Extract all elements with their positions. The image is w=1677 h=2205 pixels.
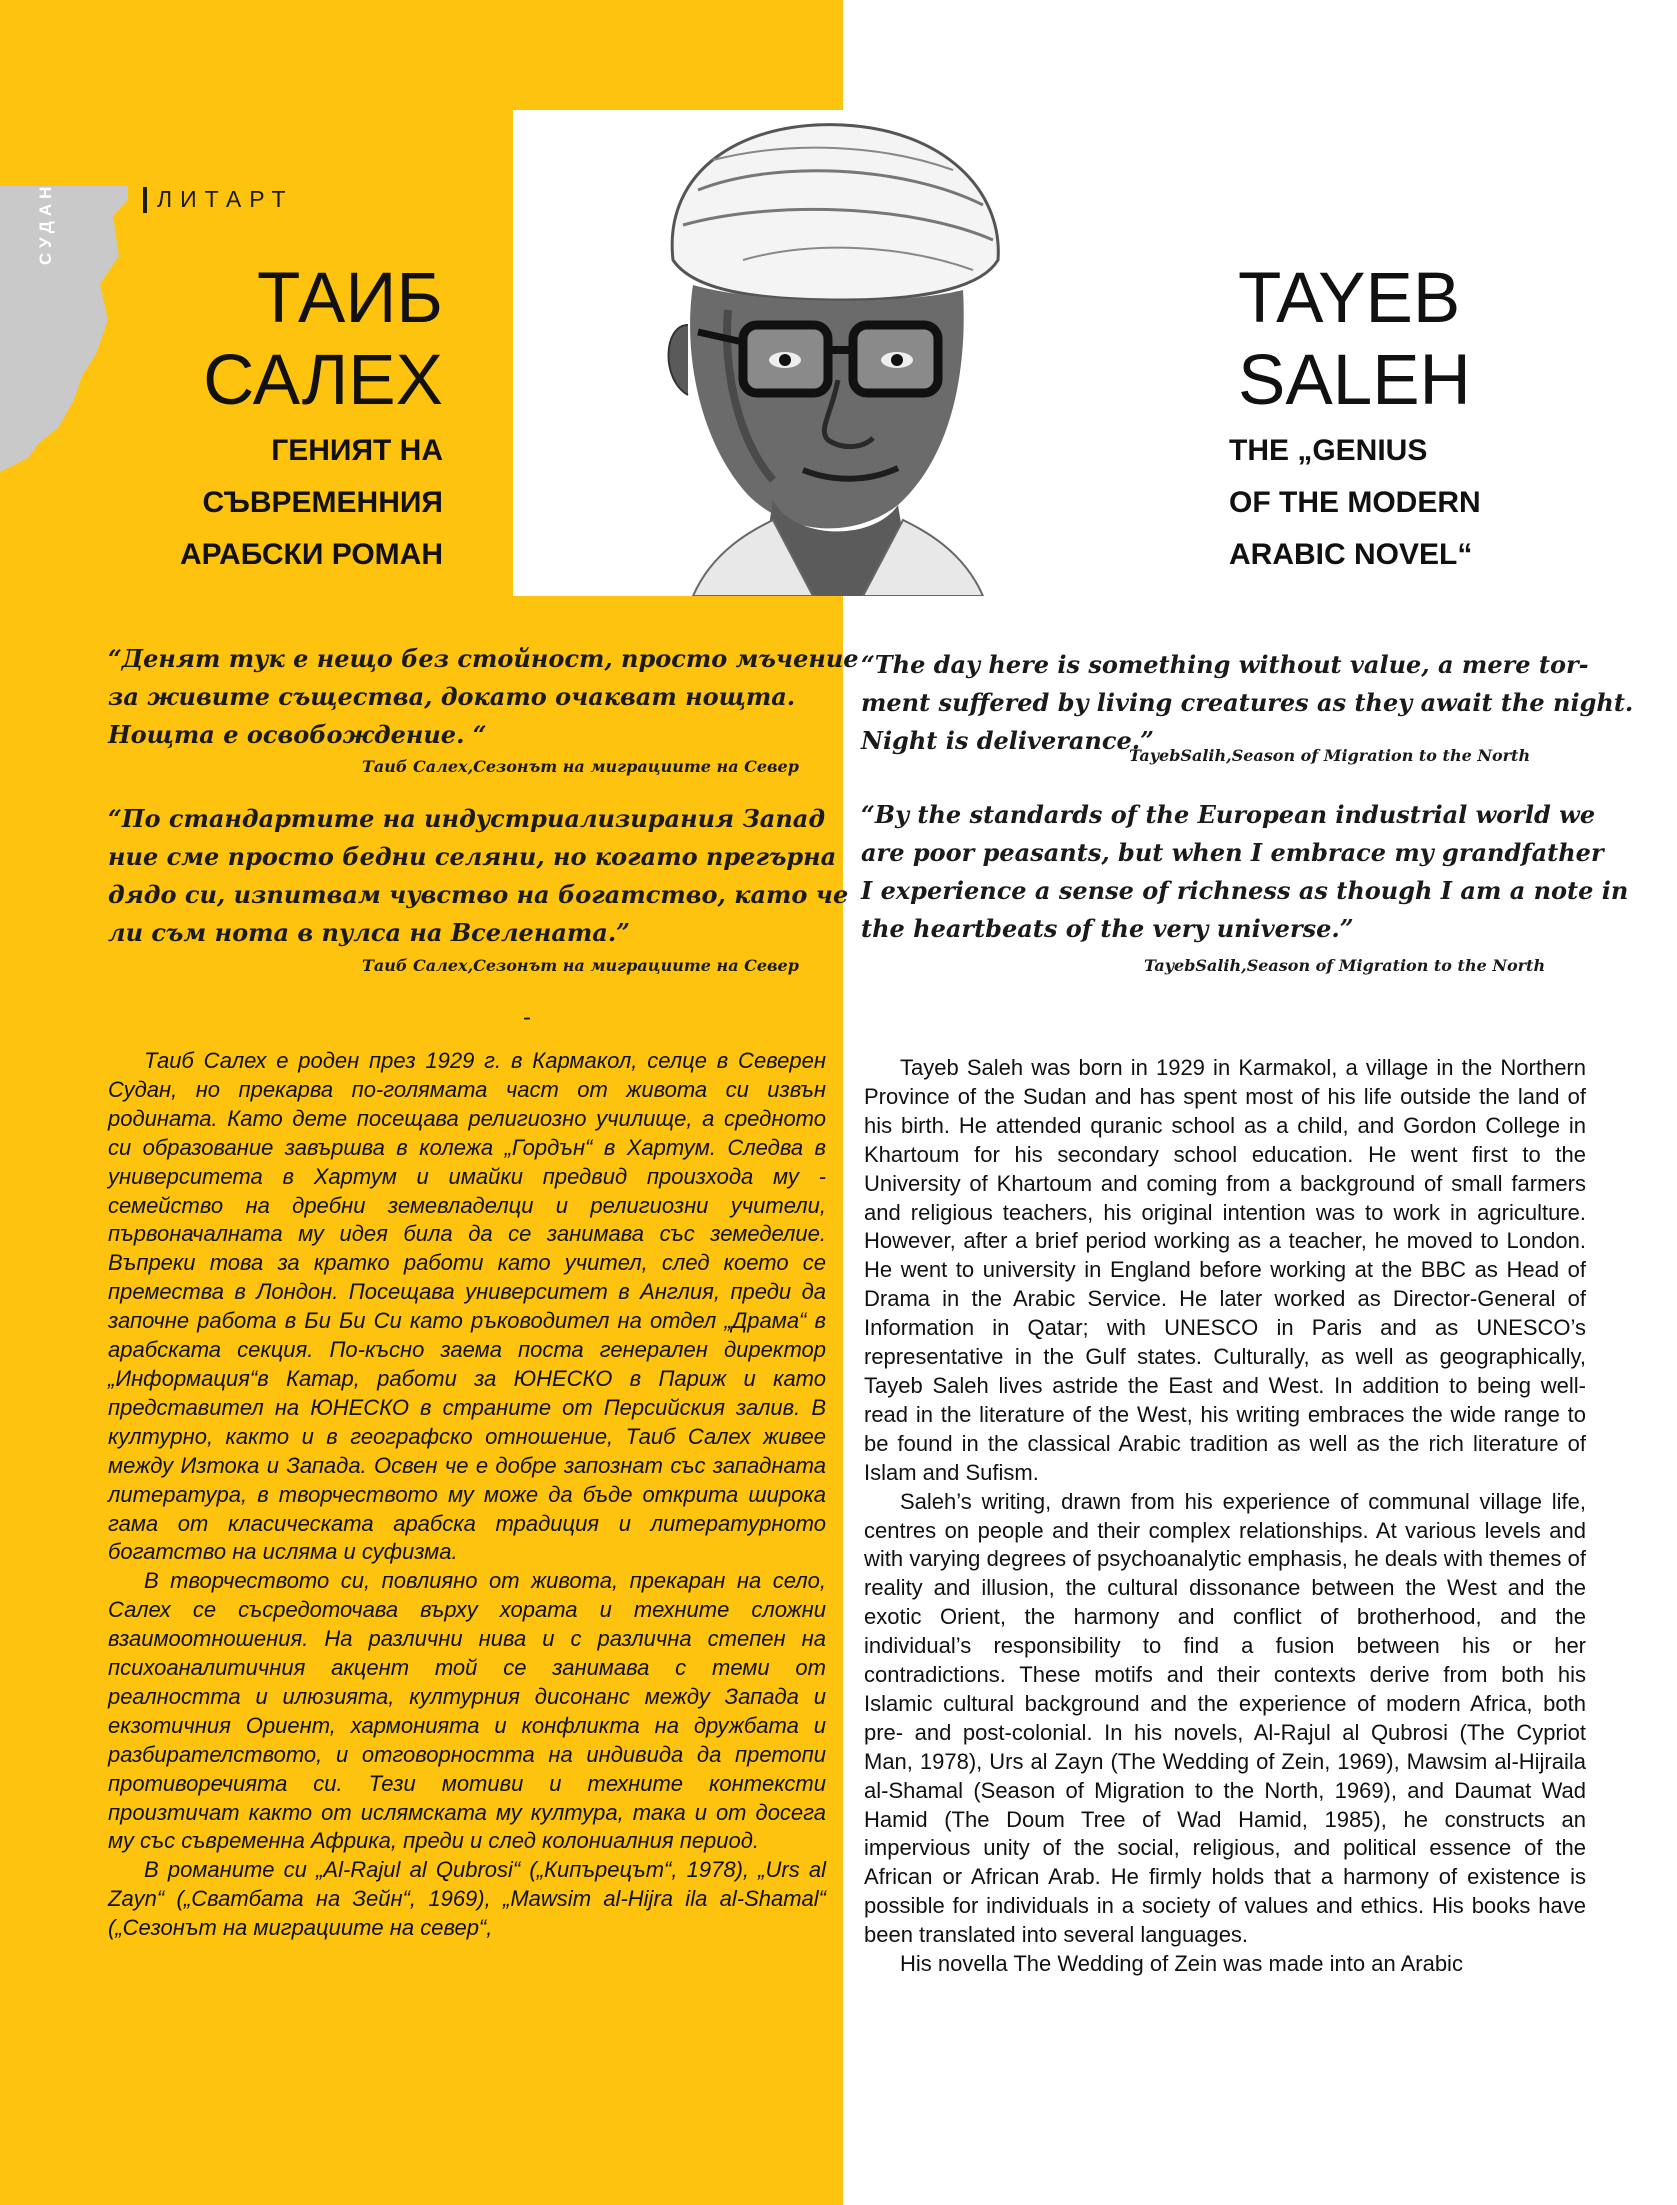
quote-line: the heartbeats of the very universe.” xyxy=(861,914,1354,943)
title-en-line: TAYEB xyxy=(1238,259,1461,338)
subtitle-en-line: THE „GENIUS xyxy=(1229,434,1428,467)
quote-en-2 xyxy=(861,796,1628,948)
title-bg-line: ТАИБ xyxy=(257,259,443,338)
quote-bg-2 xyxy=(108,800,848,952)
quote-line: “По стандартите на индустриализирания Запад xyxy=(108,804,826,833)
portrait-illustration xyxy=(513,110,1143,596)
paragraph: Saleh’s writing, drawn from his experience of communal village life, centres on people and their complex relationships. At various levels and with varying degrees of psychoanalytic emphasis, he deals with themes of reality and illusion, the cultural dissonance between the West and the exotic Orient, the harmony and conflict of brotherhood, and the individual’s responsibility to find a fusion between his or her contradictions. These motifs and their contexts derive from both his Islamic cultural background and the experience of modern Africa, both pre- and post-colonial. In his novels, Al-Rajul al Qubrosi (The Cypriot Man, 1978), Urs al Zayn (The Wedding of Zein, 1969), Mawsim al-Hijraila al-Shamal (Season of Migration to the North, 1969), and Daumat Wad Hamid (The Doum Tree of Wad Hamid, 1985), he constructs an impervious unity of the social, religious, and political essence of the African or African Arab. He firmly holds that a harmony of existence is possible for individuals in a society of values and ethics. His books have been translated into several languages. xyxy=(864,1488,1586,1948)
quote-bg-2-attribution: Таиб Салех,Сезонът на миграциите на Север xyxy=(362,956,799,975)
side-tab-shape xyxy=(0,186,128,472)
title-bulgarian xyxy=(203,258,443,422)
title-bg-line: САЛЕХ xyxy=(203,341,443,420)
subtitle-en-line: OF THE MODERN xyxy=(1229,486,1481,519)
paragraph: В романите си „Al-Rajul al Qubrosi“ („Кипърецът“, 1978), „Urs al Zayn“ („Сватбата на Зейн“, 1969), „Mawsim al-Hijra ila al-Shamal“ („Сезонът на миграциите на север“, xyxy=(108,1857,826,1941)
quote-line: дядо си, изпитвам чувство на богатство, като че xyxy=(108,880,849,909)
subtitle-bulgarian xyxy=(180,425,443,581)
title-en-line: SALEH xyxy=(1238,341,1471,420)
quote-line: ние сме просто бедни селяни, но когато прегърна xyxy=(108,842,837,871)
paragraph: Tayeb Saleh was born in 1929 in Karmakol, a village in the Northern Province of the Sudan and has spent most of his life outside the land of his birth. He attended quranic school as a child, and Gordon College in Khartoum for his secondary school education. He went first to the University of Khartoum and coming from a background of small farmers and religious teachers, his original intention was to work in agriculture. However, after a brief period working as a teacher, he moved to London. He went to university in England before working at the BBC as Head of Drama in the Arabic Service. He later worked as Director-General of Information in Qatar; with UNESCO in Paris and as UNESCO’s representative in the Gulf states. Culturally, as well as geographically, Tayeb Saleh lives astride the East and West. In addition to being well-read in the literature of the West, his writing embraces the wide range to be found in the classical Arabic tradition as well as the rich literature of Islam and Sufism. xyxy=(864,1055,1586,1485)
quote-en-1 xyxy=(861,646,1633,760)
quote-line: Night is deliverance.” xyxy=(861,726,1154,755)
quote-line: ment suffered by living creatures as they await the night. xyxy=(861,688,1634,717)
quote-line: “The day here is something without value, a mere tor- xyxy=(861,650,1589,679)
quote-line: “By the standards of the European industrial world we xyxy=(861,800,1596,829)
body-bulgarian xyxy=(108,1047,826,1943)
quote-line: “Денят тук е нещо без стойност, просто мъчение xyxy=(108,644,859,673)
section-bar xyxy=(143,187,147,213)
subtitle-en-line: ARABIC NOVEL“ xyxy=(1229,538,1473,571)
quote-line: Нощта е освобождение. “ xyxy=(108,720,487,749)
quote-bg-1 xyxy=(108,640,859,754)
subtitle-bg-line: СЪВРЕМЕННИЯ xyxy=(202,486,443,519)
quote-line: ли съм нота в пулса на Вселената.” xyxy=(108,918,630,947)
paragraph: В творчеството си, повлияно от живота, прекаран на село, Салех се съсредоточава върху хората и техните сложни взаимоотношения. На различни нива и с различна степен на психоаналитичния акцент той се занимава с теми от реалността и илюзията, културния дисонанс между Запада и екзотичния Ориент, хармонията и конфликта на дружбата и разбирателството, и отговорността на индивида да претопи противоречията си. Тези мотиви и техните контексти произтичат както от ислямската му култура, така и от досега му със съвременна Африка, преди и след колониалния период. xyxy=(108,1568,826,1854)
subtitle-english xyxy=(1229,425,1481,581)
paragraph: Таиб Салех е роден през 1929 г. в Кармакол, селце в Северен Судан, но прекарва по-голямата част от живота си извън родината. Като дете посещава религиозно училище, а средното си образование завършва в колежа „Гордън“ в Хартум. Следва в университета в Хартум и имайки предвид произхода му - семейство на дребни земевладелци и религиозни учители, първоначалната му идея била да се занимава със земеделие. Въпреки това за кратко работи като учител, след което се премества в Лондон. Посещава университет в Англия, преди да започне работа в Би Би Си като ръководител на отдел „Драма“ в арабската секция. По-късно заема поста генерален директор „Информация“в Катар, работи за ЮНЕСКО в Париж и като представител на ЮНЕСКО в страните от Персийския залив. В културно, както и в географско отношение, Таиб Салех живее между Изтока и Запада. Освен че е добре запознат със западната литература, в творчеството му може да бъде открита широка гама от класическата арабска традиция и литературното богатство на исляма и суфизма. xyxy=(108,1048,826,1565)
quote-en-1-attribution: TayebSalih,Season of Migration to the North xyxy=(1129,746,1531,765)
subtitle-bg-line: АРАБСКИ РОМАН xyxy=(179,538,443,571)
section-label: ЛИТАРТ xyxy=(157,186,294,212)
quote-bg-1-attribution: Таиб Салех,Сезонът на миграциите на Север xyxy=(362,757,799,776)
side-tab-label: СУДАН xyxy=(36,181,55,265)
quote-en-2-attribution: TayebSalih,Season of Migration to the North xyxy=(1144,956,1546,975)
subtitle-bg-line: ГЕНИЯТ НА xyxy=(271,434,443,467)
section-header xyxy=(143,186,294,213)
body-english xyxy=(864,1054,1586,1979)
separator: - xyxy=(523,1004,531,1031)
quote-line: за живите същества, докато очакват нощта. xyxy=(108,682,796,711)
quote-line: are poor peasants, but when I embrace my grandfather xyxy=(861,838,1604,867)
paragraph: His novella The Wedding of Zein was made into an Arabic xyxy=(900,1951,1463,1977)
title-english xyxy=(1238,258,1471,422)
quote-line: I experience a sense of richness as though I am a note in xyxy=(861,876,1629,905)
